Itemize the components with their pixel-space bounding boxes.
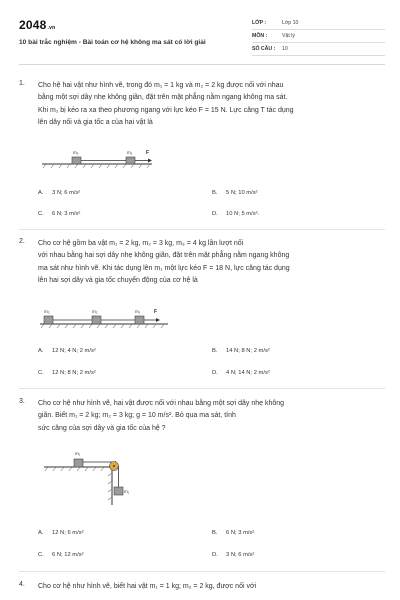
question-number: 2.: [19, 238, 25, 245]
question-line: ma sát như hình vẽ. Khi tác dụng lên m₁ một lực kéo F = 18 N, lực căng tác dụng: [38, 264, 290, 272]
option-d[interactable]: D. 3 N; 6 m/s²: [212, 552, 255, 558]
option-a[interactable]: A. 12 N; 6 m/s²: [38, 530, 84, 536]
question-line: bằng một sợi dây nhẹ không giãn, đặt trên mặt phẳng nằm ngang không ma sát.: [38, 94, 288, 102]
label-m2: m₂: [124, 489, 129, 494]
question-text: [38, 238, 368, 288]
option-c[interactable]: C. 6 N; 3 m/s²: [38, 211, 81, 217]
question-2: [19, 238, 385, 388]
question-text: [38, 581, 368, 593]
label-m1: m₁: [135, 309, 141, 314]
meta-table: [252, 18, 385, 57]
question-line: lên dây nối và gia tốc a của hai vật là: [38, 119, 153, 127]
question-line: Cho cơ hệ gồm ba vật m₁ = 2 kg, m₂ = 3 kg, m₃ = 4 kg lần lượt nối: [38, 240, 244, 247]
meta-row-subject: [252, 31, 385, 43]
block-m1: [74, 459, 83, 467]
block-m2: [92, 316, 101, 324]
question-line: sức căng của sợi dây và gia tốc của hệ ?: [38, 424, 166, 432]
block-m1: [135, 316, 144, 324]
question-4: [19, 581, 385, 600]
question-line: Cho cơ hệ như hình vẽ, hai vật được nối với nhau bằng một sợi dây nhẹ không: [38, 400, 285, 407]
block-m3: [44, 316, 53, 324]
meta-label: MÔN :: [252, 33, 268, 39]
document-title: 10 bài trắc nghiệm - Bài toán cơ hệ không ma sát có lời giải: [19, 39, 206, 46]
label-m3: m₃: [44, 309, 50, 314]
meta-row-count: [252, 44, 385, 56]
question-3: [19, 398, 385, 578]
logo-text: 2048: [19, 18, 47, 32]
meta-label: SỐ CÂU :: [252, 46, 276, 52]
label-force: F: [146, 150, 150, 156]
question-number: 3.: [19, 398, 25, 405]
pulley-figure: [44, 447, 129, 507]
option-d[interactable]: D. 10 N; 5 m/s².: [212, 211, 260, 217]
option-d[interactable]: D. 4 N; 14 N; 2 m/s²: [212, 370, 270, 376]
three-block-figure: [40, 304, 170, 330]
option-b[interactable]: B. 6 N; 3 m/s²: [212, 530, 255, 536]
meta-value: Lớp 10: [282, 20, 299, 26]
label-m2: m₂: [92, 309, 98, 314]
logo-suffix: .vn: [47, 25, 56, 31]
option-c[interactable]: C. 6 N; 12 m/s²: [38, 552, 84, 558]
option-b[interactable]: B. 14 N; 8 N; 2 m/s²: [212, 348, 270, 354]
question-text: [38, 398, 368, 435]
question-divider: [19, 229, 385, 230]
question-1: [19, 80, 385, 230]
site-logo[interactable]: [19, 18, 55, 32]
question-line: Cho hệ hai vật như hình vẽ, trong đó m₁ = 1 kg và m₂ = 2 kg được nối với nhau: [38, 82, 284, 89]
label-m1: m₁: [75, 451, 81, 456]
label-m1: m₁: [127, 150, 133, 155]
question-line: lên hai sợi dây và gia tốc chuyển động của cơ hệ là: [38, 277, 198, 285]
block-m2: [114, 487, 123, 495]
meta-label: LỚP :: [252, 20, 267, 26]
meta-value: Vật lý: [282, 33, 295, 39]
option-b[interactable]: B. 5 N; 10 m/s²: [212, 190, 258, 196]
option-a[interactable]: A. 12 N; 4 N; 2 m/s²: [38, 348, 96, 354]
document-header: [19, 14, 385, 60]
option-c[interactable]: C. 12 N; 8 N; 2 m/s²: [38, 370, 96, 376]
two-block-figure: [42, 144, 162, 170]
question-divider: [19, 388, 385, 389]
header-divider: [19, 64, 385, 65]
question-divider: [19, 571, 385, 572]
question-text: [38, 80, 368, 130]
block-m2: [72, 157, 81, 164]
option-a[interactable]: A. 3 N; 6 m/s²: [38, 190, 81, 196]
question-number: 1.: [19, 80, 25, 87]
meta-value: 10: [282, 46, 288, 52]
label-m2: m₂: [73, 150, 79, 155]
question-line: với nhau bằng hai sợi dây nhẹ không giãn, đặt trên mặt phẳng nằm ngang không: [38, 252, 290, 260]
question-line: Khi m₁ bị kéo ra xa theo phương ngang với lực kéo F = 15 N. Lực căng T tác dụng: [38, 106, 294, 114]
block-m1: [126, 157, 135, 164]
question-line: giãn. Biết m₁ = 2 kg; m₂ = 3 kg; g = 10 m/s². Bỏ qua ma sát, tính: [38, 412, 236, 420]
label-force: F: [154, 309, 158, 315]
question-line: Cho cơ hệ như hình vẽ, biết hai vật m₁ = 1 kg; m₂ = 2 kg, được nối với: [38, 583, 257, 590]
meta-row-class: [252, 18, 385, 30]
question-number: 4.: [19, 581, 25, 588]
